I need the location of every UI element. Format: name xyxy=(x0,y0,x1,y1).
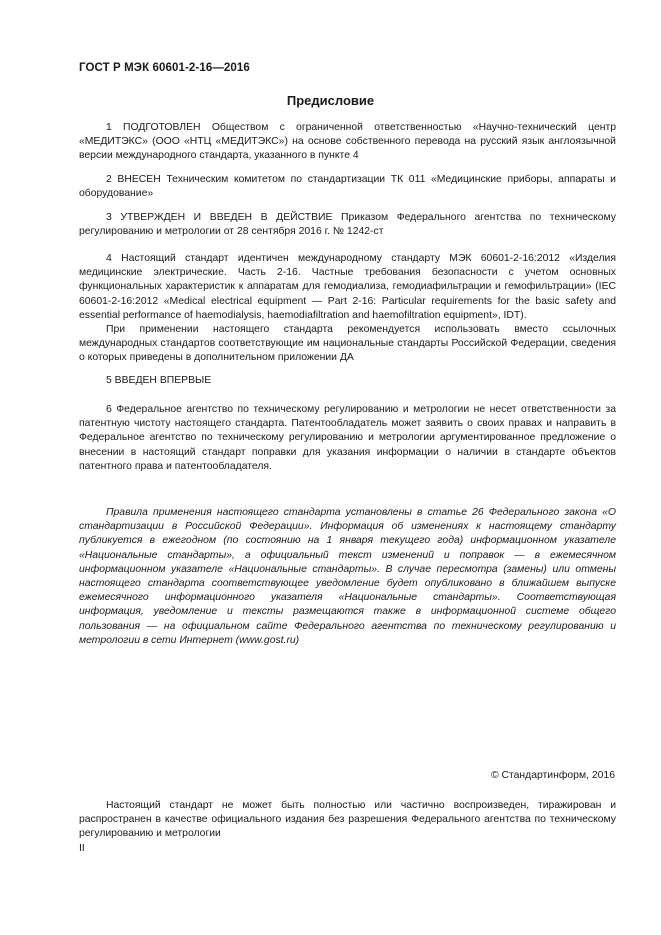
section-3 xyxy=(79,211,616,239)
reproduction-notice: Настоящий стандарт не может быть полностью или частично воспроизведен, тиражирован и распространен в качестве официального издания без разрешения Федерального агентства по техническому регулированию и метрологии xyxy=(79,800,616,840)
page-title: Предисловие xyxy=(286,93,375,108)
section-5 xyxy=(79,374,616,388)
copyright-line: © Стандартинформ, 2016 xyxy=(490,770,615,781)
section-4 xyxy=(79,252,616,366)
section-1-text: 1 ПОДГОТОВЛЕН Обществом с ограниченной ответственностью «Научно-технический центр «МЕДИТЭКС» (ООО «НТЦ «МЕДИТЭКС») на основе собственного перевода на русский язык англоязычной версии международного стандарта, указанного в пункте 4 xyxy=(79,122,616,162)
rules-note: Правила применения настоящего стандарта установлены в статье 26 Федерального закона «О стандартизации в Российской Федерации». Информация об изменениях к настоящему стандарту публикуется в ежегодном (по состоянию на 1 января текущего года) информационном указателе «Национальные стандарты», а официальный текст изменений и поправок — в ежемесячном информационном указателе «Национальные стандарты». В случае пересмотра (замены) или отмены настоящего стандарта соответствующее уведомление будет опубликовано в ближайшем выпуске ежемесячного информационного указателя «Национальные стандарты». Соответствующая информация, уведомление и тексты размещаются также в информационной системе общего пользования — на официальном сайте Федерального агентства по техническому регулированию и метрологии в сети Интернет (www.gost.ru) xyxy=(79,507,616,646)
section-4-note: При применении настоящего стандарта рекомендуется использовать вместо ссылочных международных стандартов соответствующие им национальные стандарты Российской Федерации, сведения о которых приведены в дополнительном приложении ДА xyxy=(79,324,616,364)
section-4-text: 4 Настоящий стандарт идентичен международному стандарту МЭК 60601-2-16:2012 «Изделия медицинские электрические. Часть 2-16. Частные требования безопасности с учетом основных функциональных характеристик к аппаратам для гемодиализа, гемодиафильтрации и гемофильтрации» (IEC 60601-2-16:2012 «Medical electrical equipment — Part 2-16: Particular requirements for the basic safety and essential performance of haemodialysis, haemodiafiltration and haemofiltration equipment», IDT). xyxy=(79,253,616,321)
section-5-text: 5 ВВЕДЕН ВПЕРВЫЕ xyxy=(106,375,212,386)
standard-code-header: ГОСТ Р МЭК 60601-2-16—2016 xyxy=(79,62,250,74)
section-6 xyxy=(79,403,616,474)
section-6-text: 6 Федеральное агентство по техническому регулированию и метрологии не несет ответственности за патентную чистоту настоящего стандарта. Патентообладатель может заявить о своих правах и направить в Федеральное агентство по техническому регулированию и метрологии аргументированное предложение о внесении в настоящий стандарт поправки для указания информации о наличии в стандарте объектов патентного права и патентообладателя. xyxy=(79,404,616,472)
section-1 xyxy=(79,121,616,164)
section-3-text: 3 УТВЕРЖДЕН И ВВЕДЕН В ДЕЙСТВИЕ Приказом Федерального агентства по техническому регулированию и метрологии от 28 сентября 2016 г. № 1242-ст xyxy=(79,212,616,238)
page-number: II xyxy=(79,843,85,854)
section-2-text: 2 ВНЕСЕН Техническим комитетом по стандартизации ТК 011 «Медицинские приборы, аппараты и оборудование» xyxy=(79,174,616,200)
section-2 xyxy=(79,173,616,201)
